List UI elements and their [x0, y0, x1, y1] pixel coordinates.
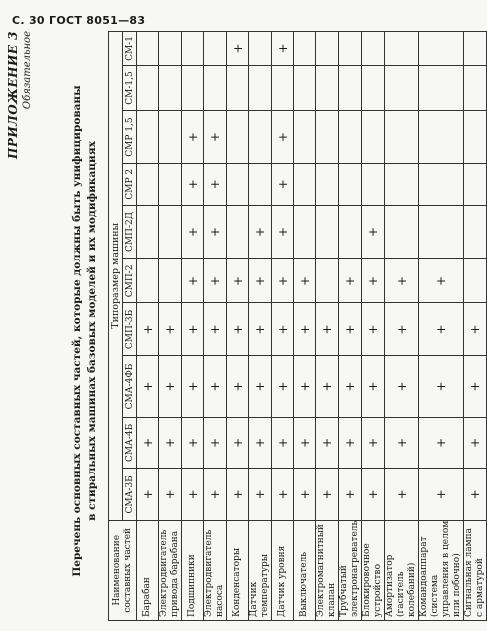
- table-cell: [294, 32, 316, 66]
- table-cell: [249, 111, 272, 164]
- table-cell: +: [339, 303, 362, 356]
- table-cell: [464, 163, 487, 205]
- table-cell: +: [464, 356, 487, 417]
- table-cell: +: [272, 32, 294, 66]
- table-cell: +: [294, 259, 316, 303]
- table-cell: [362, 32, 385, 66]
- table-cell: [204, 65, 227, 110]
- table-cell: +: [316, 469, 339, 521]
- table-cell: +: [182, 469, 204, 521]
- table-cell: [464, 32, 487, 66]
- table-cell: [316, 205, 339, 259]
- table-cell: [464, 65, 487, 110]
- table-cell: [339, 163, 362, 205]
- table-cell: +: [294, 417, 316, 469]
- table-cell: [362, 111, 385, 164]
- table-cell: +: [362, 303, 385, 356]
- table-row: [294, 32, 316, 621]
- table-cell: [385, 163, 419, 205]
- table-row: [227, 32, 249, 621]
- column-header: СМП-2Д: [123, 205, 137, 259]
- table-row: [385, 32, 419, 621]
- table-cell: +: [227, 303, 249, 356]
- table-cell: +: [159, 417, 182, 469]
- table-cell: +: [272, 469, 294, 521]
- table-cell: [182, 32, 204, 66]
- table-cell: [419, 111, 464, 164]
- table-cell: +: [362, 417, 385, 469]
- table-cell: +: [182, 163, 204, 205]
- column-header: СМР 2: [123, 163, 137, 205]
- row-name: Датчик уровня: [272, 520, 294, 620]
- table-cell: [339, 205, 362, 259]
- table-cell: +: [137, 469, 159, 521]
- table-cell: +: [272, 259, 294, 303]
- table-cell: [249, 32, 272, 66]
- table-cell: [227, 111, 249, 164]
- table-cell: +: [316, 356, 339, 417]
- table-cell: +: [339, 259, 362, 303]
- table-cell: +: [227, 32, 249, 66]
- table-cell: [294, 65, 316, 110]
- table-cell: +: [227, 469, 249, 521]
- table-cell: +: [182, 417, 204, 469]
- table-cell: +: [249, 259, 272, 303]
- table-cell: +: [419, 303, 464, 356]
- table-cell: +: [159, 356, 182, 417]
- table-cell: [316, 32, 339, 66]
- table-cell: +: [272, 111, 294, 164]
- row-name: Сигнальная лампа с арматурой: [464, 520, 487, 620]
- table-cell: [249, 163, 272, 205]
- table-cell: [159, 259, 182, 303]
- table-cell: [419, 205, 464, 259]
- table-cell: [339, 65, 362, 110]
- annex-title: ПРИЛОЖЕНИЕ 3: [6, 31, 20, 160]
- table-cell: [159, 163, 182, 205]
- parts-table: [108, 31, 487, 621]
- table-row: [159, 32, 182, 621]
- table-cell: +: [249, 356, 272, 417]
- table-cell: [204, 32, 227, 66]
- table-cell: +: [362, 259, 385, 303]
- table-cell: +: [464, 417, 487, 469]
- table-cell: +: [419, 356, 464, 417]
- table-body: [137, 32, 487, 621]
- row-name: Конденсаторы: [227, 520, 249, 620]
- table-cell: +: [159, 469, 182, 521]
- table-cell: +: [385, 469, 419, 521]
- row-name: Электромагнитный клапан: [316, 520, 339, 620]
- table-cell: [249, 65, 272, 110]
- table-title-line-1: Перечень основных составных частей, которые должны быть унифицированы: [71, 85, 83, 577]
- table-cell: [316, 259, 339, 303]
- table-cell: [294, 205, 316, 259]
- column-header: СМР 1,5: [123, 111, 137, 164]
- table-cell: +: [249, 417, 272, 469]
- annex-subtitle: Обязательное: [22, 31, 33, 110]
- table-cell: +: [339, 417, 362, 469]
- table-cell: +: [294, 469, 316, 521]
- column-header: СМА-4Б: [123, 417, 137, 469]
- table-cell: +: [385, 259, 419, 303]
- table-cell: +: [204, 205, 227, 259]
- table-cell: [385, 65, 419, 110]
- table-row: [249, 32, 272, 621]
- table-row: [137, 32, 159, 621]
- table-cell: [227, 65, 249, 110]
- table-cell: +: [137, 356, 159, 417]
- table-cell: [385, 32, 419, 66]
- table-cell: [419, 65, 464, 110]
- table-cell: [182, 65, 204, 110]
- column-header: СМП-3Б: [123, 303, 137, 356]
- table-cell: [137, 32, 159, 66]
- table-row: [339, 32, 362, 621]
- table-cell: +: [362, 205, 385, 259]
- table-cell: +: [137, 417, 159, 469]
- table-cell: +: [204, 259, 227, 303]
- column-header: СМ-1,5: [123, 65, 137, 110]
- table-cell: +: [272, 163, 294, 205]
- row-name: Выключатель: [294, 520, 316, 620]
- table-row: [182, 32, 204, 621]
- table-cell: +: [249, 469, 272, 521]
- table-cell: [137, 259, 159, 303]
- table-cell: +: [227, 259, 249, 303]
- table-cell: +: [159, 303, 182, 356]
- table-cell: +: [182, 111, 204, 164]
- table-cell: +: [272, 356, 294, 417]
- table-cell: +: [419, 469, 464, 521]
- table-cell: [385, 111, 419, 164]
- table-cell: +: [227, 356, 249, 417]
- table-cell: +: [227, 417, 249, 469]
- rotated-page-content: [0, 21, 485, 631]
- table-cell: +: [294, 356, 316, 417]
- table-cell: +: [339, 469, 362, 521]
- table-cell: [159, 205, 182, 259]
- table-cell: [419, 32, 464, 66]
- table-cell: +: [204, 356, 227, 417]
- table-cell: +: [204, 111, 227, 164]
- row-name: Электродвигатель привода барабана: [159, 520, 182, 620]
- table-cell: [227, 163, 249, 205]
- table-cell: +: [464, 303, 487, 356]
- table-cell: [316, 163, 339, 205]
- table-cell: +: [339, 356, 362, 417]
- table-cell: +: [385, 417, 419, 469]
- table-cell: +: [362, 356, 385, 417]
- name-column-header: Наименование составных частей: [109, 520, 137, 620]
- table-cell: [159, 32, 182, 66]
- table-cell: [159, 65, 182, 110]
- row-name: Командоаппарат (система управления в целом или побочно): [419, 520, 464, 620]
- table-cell: +: [419, 417, 464, 469]
- table-cell: [272, 65, 294, 110]
- table-header-row-1: [109, 32, 123, 621]
- group-header: Типоразмер машины: [109, 32, 123, 521]
- table-cell: +: [272, 303, 294, 356]
- table-cell: +: [272, 417, 294, 469]
- row-name: Электродвигатель насоса: [204, 520, 227, 620]
- table-cell: +: [204, 163, 227, 205]
- table-cell: [294, 163, 316, 205]
- table-cell: [362, 65, 385, 110]
- table-row: [419, 32, 464, 621]
- table-cell: +: [316, 417, 339, 469]
- table-cell: +: [182, 303, 204, 356]
- table-cell: +: [294, 303, 316, 356]
- table-cell: [294, 111, 316, 164]
- table-cell: [137, 111, 159, 164]
- table-cell: +: [204, 417, 227, 469]
- table-cell: [385, 205, 419, 259]
- table-row: [204, 32, 227, 621]
- table-cell: +: [362, 469, 385, 521]
- table-cell: +: [385, 303, 419, 356]
- table-cell: [316, 111, 339, 164]
- table-row: [362, 32, 385, 621]
- table-cell: +: [249, 303, 272, 356]
- table-title: [70, 51, 100, 611]
- table-cell: +: [204, 303, 227, 356]
- table-cell: +: [137, 303, 159, 356]
- column-header: СМА-3Б: [123, 469, 137, 521]
- column-header: СМ-1: [123, 32, 137, 66]
- table-cell: +: [316, 303, 339, 356]
- table-cell: [339, 32, 362, 66]
- table-cell: +: [464, 469, 487, 521]
- row-name: Блокировочное устройство: [362, 520, 385, 620]
- table-row: [272, 32, 294, 621]
- table-row: [464, 32, 487, 621]
- table-cell: [464, 259, 487, 303]
- column-header: СМА-4ФБ: [123, 356, 137, 417]
- row-name: Трубчатый электронагреватель: [339, 520, 362, 620]
- table-row: [316, 32, 339, 621]
- table-cell: [464, 111, 487, 164]
- table-cell: +: [385, 356, 419, 417]
- row-name: Датчик температуры: [249, 520, 272, 620]
- table-cell: [137, 205, 159, 259]
- column-header: СМП-2: [123, 259, 137, 303]
- table-cell: +: [182, 205, 204, 259]
- page-header: С. 30 ГОСТ 8051—83: [12, 14, 146, 27]
- table-cell: [464, 205, 487, 259]
- table-cell: +: [272, 205, 294, 259]
- table-cell: +: [182, 259, 204, 303]
- row-name: Амортизатор (гаситель колебаний): [385, 520, 419, 620]
- table-cell: [316, 65, 339, 110]
- table-cell: [339, 111, 362, 164]
- row-name: Барабан: [137, 520, 159, 620]
- table-cell: [227, 205, 249, 259]
- table-cell: [362, 163, 385, 205]
- table-title-line-2: в стиральных машинах базовых моделей и их модификациях: [86, 141, 98, 521]
- table-cell: [137, 163, 159, 205]
- table-cell: +: [204, 469, 227, 521]
- table-cell: +: [419, 259, 464, 303]
- table-cell: [159, 111, 182, 164]
- table-cell: +: [182, 356, 204, 417]
- row-name: Подшипники: [182, 520, 204, 620]
- table-cell: [137, 65, 159, 110]
- table-cell: +: [249, 205, 272, 259]
- table-cell: [419, 163, 464, 205]
